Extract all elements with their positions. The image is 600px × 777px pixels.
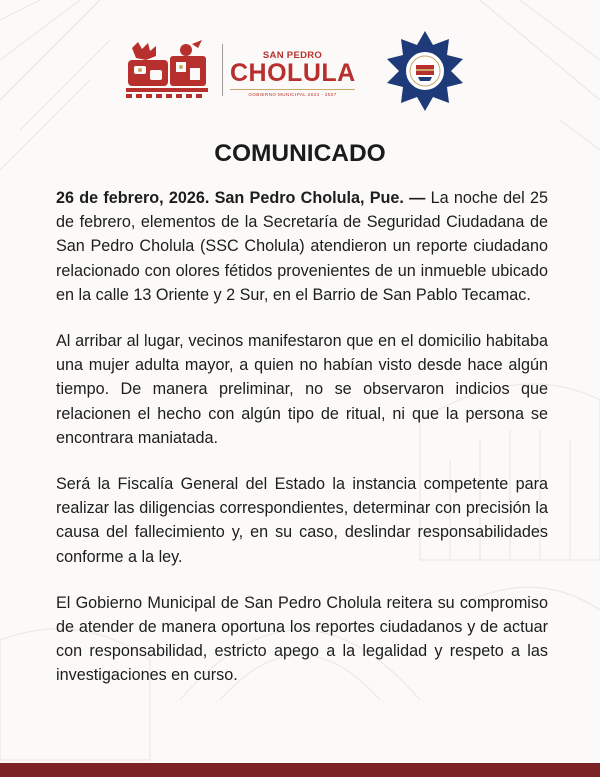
footer-band: [0, 763, 600, 777]
aztec-glyph-logo-icon: [122, 40, 212, 102]
logo-divider: [222, 44, 223, 96]
municipality-tagline: GOBIERNO MUNICIPAL 2024 - 2027: [230, 89, 355, 97]
paragraph-1: [56, 186, 548, 307]
document-body: [56, 186, 548, 710]
paragraph-1-body: La noche del 25 de febrero, elementos de la Secretaría de Seguridad Ciudadana de San Pedro Cholula (SSC Cholula) atendieron un reporte ciudadano relacionado con olores fétidos provenientes de un inmueble ubicado en la calle 13 Oriente y 2 Sur, en el Barrio de San Pablo Tecamac.: [56, 189, 548, 304]
municipality-logo: [230, 50, 355, 97]
paragraph-1-dateline: 26 de febrero, 2026. San Pedro Cholula, Pue. —: [56, 189, 426, 207]
paragraph-4: El Gobierno Municipal de San Pedro Cholula reitera su compromiso de atender de manera oportuna los reportes ciudadanos y de actuar con responsabilidad, estricto apego a la legalidad y respeto a las investigaciones en curso.: [56, 593, 548, 685]
municipality-name: CHOLULA: [230, 59, 356, 87]
municipality-top-text: SAN PEDRO: [262, 50, 323, 61]
header-logos: [0, 30, 600, 110]
paragraph-3: Será la Fiscalía General del Estado la instancia competente para realizar las diligencias correspondientes, determinar con precisión la causa del fallecimiento y, en su caso, deslindar responsabilidades conforme a la ley.: [56, 475, 548, 566]
page-title: COMUNICADO: [214, 140, 386, 167]
police-star-badge-icon: [384, 30, 466, 112]
paragraph-2: Al arribar al lugar, vecinos manifestaron que en el domicilio habitaba una mujer adulta mayor, a quien no habían visto desde hace algún tiempo. De manera preliminar, no se observaron indicios que relacionen el hecho con algún tipo de ritual, ni que la persona se encontrara maniatada.: [56, 332, 548, 447]
